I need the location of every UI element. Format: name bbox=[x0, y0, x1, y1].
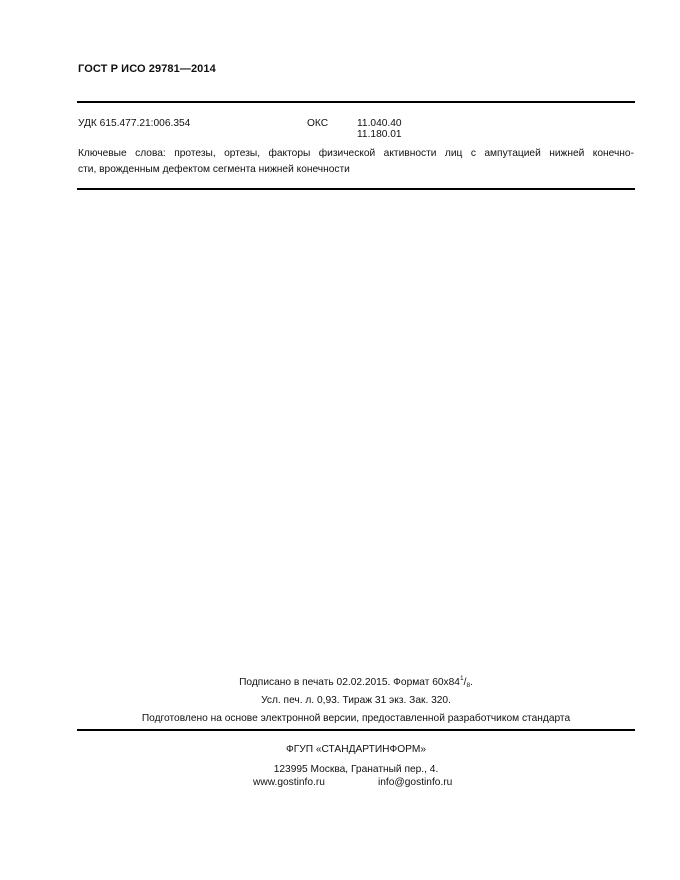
keywords-paragraph bbox=[78, 146, 634, 178]
print-details: Усл. печ. л. 0,93. Тираж 31 экз. Зак. 320. bbox=[261, 695, 451, 706]
signed-for-print: Подписано в печать 02.02.2015. Формат $60x84^1/_8$. bbox=[239, 675, 473, 689]
publisher-address: 123995 Москва, Гранатный пер., 4. bbox=[273, 764, 439, 775]
publisher-email: info@gostinfo.ru bbox=[378, 777, 453, 788]
prepared-note: Подготовлено на основе электронной версии, предоставленной разработчиком стандарта bbox=[141, 713, 571, 724]
keywords-line: сти, врожденным дефектом сегмента нижней конечности bbox=[78, 164, 350, 175]
format-numerator: 1 bbox=[459, 675, 464, 682]
oks-label: ОКС bbox=[307, 118, 329, 129]
format-denominator: 8 bbox=[466, 682, 471, 689]
imprint-divider bbox=[77, 729, 635, 731]
keywords-bottom-divider bbox=[77, 188, 635, 190]
signed-text: Подписано в печать 02.02.2015. Формат 60x84 bbox=[239, 677, 460, 688]
top-divider bbox=[77, 101, 635, 103]
oks-code: 11.180.01 bbox=[357, 129, 402, 140]
oks-code: 11.040.40 bbox=[357, 118, 402, 129]
udk-code: УДК 615.477.21:006.354 bbox=[78, 118, 191, 129]
publisher-name: ФГУП «СТАНДАРТИНФОРМ» bbox=[285, 744, 427, 755]
publisher-website: www.gostinfo.ru bbox=[253, 777, 325, 788]
signed-end: . bbox=[470, 677, 473, 688]
keywords-line: Ключевые слова: протезы, ортезы, факторы физической активности лиц с ампутацией нижней конечно- bbox=[78, 148, 634, 159]
standard-code: ГОСТ Р ИСО 29781—2014 bbox=[78, 63, 216, 75]
